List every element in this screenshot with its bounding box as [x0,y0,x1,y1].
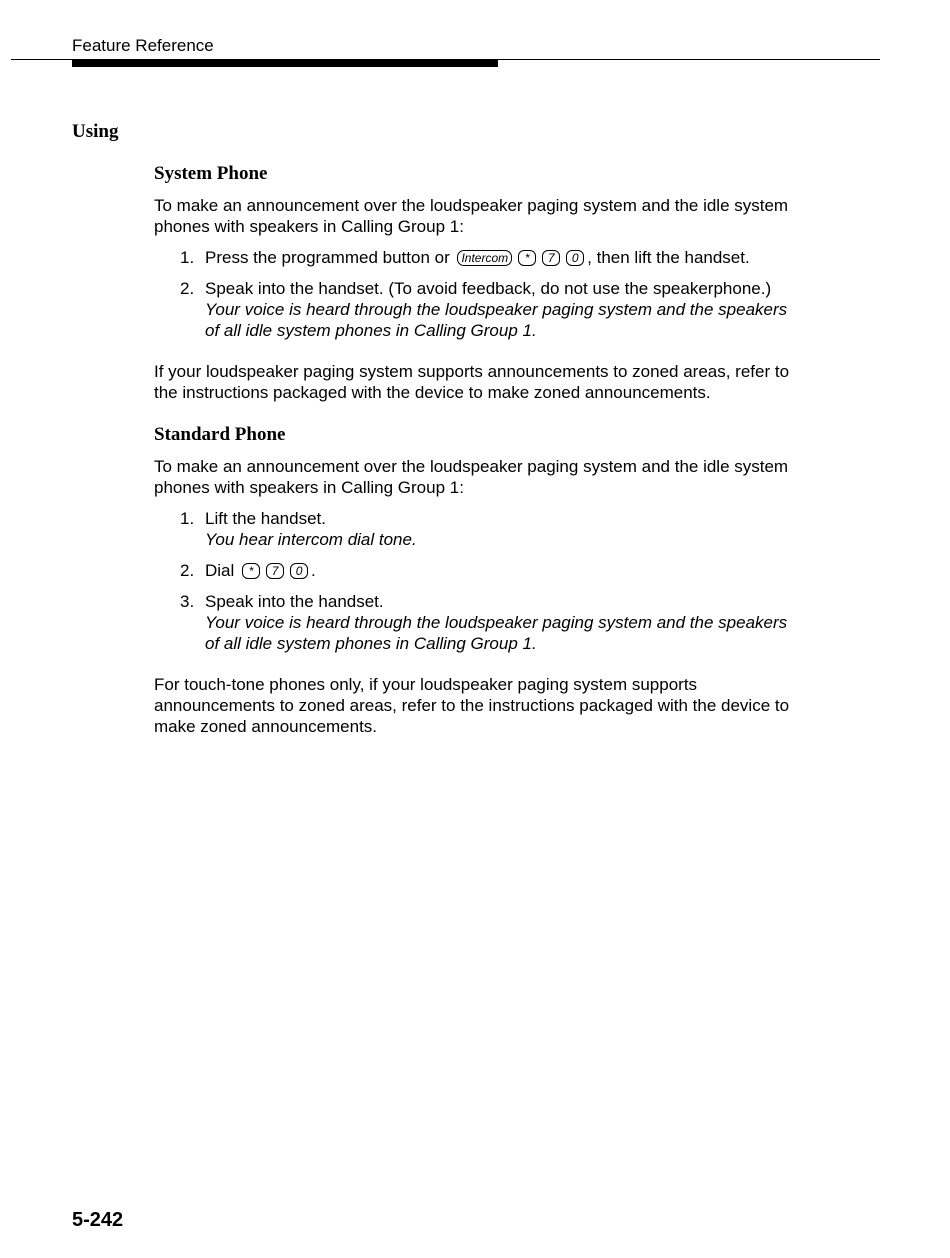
system-phone-steps [154,247,794,341]
section-heading: Using [72,121,119,142]
step-text-end: , then lift the handset. [587,248,750,267]
step-number: 3. [180,592,195,611]
standard-phone-intro: To make an announcement over the loudspeaker paging system and the idle system phones with speakers in Calling Group 1: [154,457,789,497]
star-key-icon: * [518,250,536,266]
seven-key-icon: 7 [542,250,560,266]
step-number: 2. [180,279,195,298]
step-text-end: . [311,561,316,580]
page-number: 5-242 [72,1209,124,1231]
step-text: Speak into the handset. [205,592,384,611]
step-text: Lift the handset. [205,509,326,528]
step-result: You hear intercom dial tone. [205,530,417,549]
standard-phone-step-3 [154,591,794,654]
standard-phone-note: For touch-tone phones only, if your loudspeaker paging system supports announcements to zoned areas, refer to the instructions packaged with the device to make zoned announcements. [154,675,790,736]
standard-phone-heading: Standard Phone [154,424,286,445]
zero-key-icon: 0 [566,250,584,266]
running-head: Feature Reference [72,36,214,55]
system-phone-step-2 [154,278,794,341]
system-phone-heading: System Phone [154,163,268,184]
step-result: Your voice is heard through the loudspeaker paging system and the speakers of all idle system phones in Calling Group 1. [205,613,788,653]
zero-key-icon: 0 [290,563,308,579]
system-phone-step-1 [154,247,794,268]
system-phone-intro: To make an announcement over the loudspeaker paging system and the idle system phones with speakers in Calling Group 1: [154,196,789,236]
step-text: Dial [205,561,235,580]
section-content [154,162,794,747]
step-result: Your voice is heard through the loudspeaker paging system and the speakers of all idle system phones in Calling Group 1. [205,300,788,340]
step-number: 1. [180,248,195,267]
seven-key-icon: 7 [266,563,284,579]
step-number: 2. [180,561,195,580]
standard-phone-step-2 [154,560,794,581]
step-text: Press the programmed button or [205,248,450,267]
star-key-icon: * [242,563,260,579]
system-phone-note: If your loudspeaker paging system supports announcements to zoned areas, refer to the instructions packaged with the device to make zoned announcements. [154,362,790,402]
step-number: 1. [180,509,195,528]
step-text: Speak into the handset. (To avoid feedback, do not use the speakerphone.) [205,279,772,298]
intercom-key-icon: Intercom [457,250,512,266]
standard-phone-step-1 [154,508,794,550]
header-rule-thick [72,60,498,67]
standard-phone-steps [154,508,794,654]
